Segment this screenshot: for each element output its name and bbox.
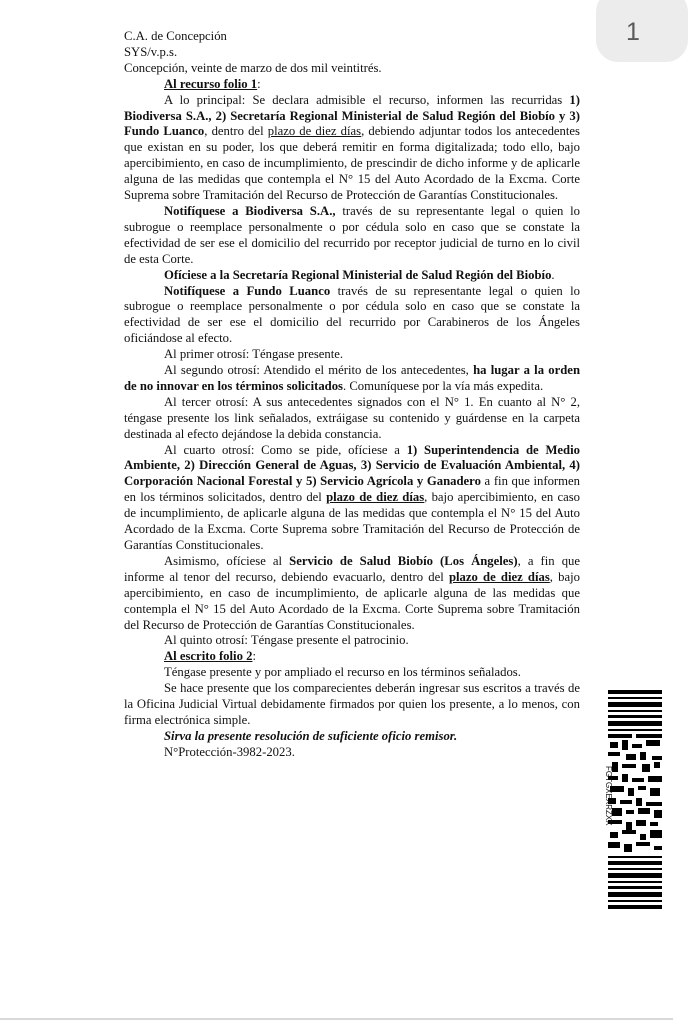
notify-biodiversa-text: través de su representante legal o quien lo subrogue o reemplace personalmente o por cédula solo en caso que se constate la efectividad de ser ese el domicilio del recurrido por receptor judicial de turno en lo civil de esta Corte. <box>124 203 581 266</box>
principal-text-1: A lo principal: Se declara admisible el recurso, informen las recurridas <box>164 92 570 107</box>
second-otrosi <box>124 363 580 395</box>
verification-code <box>596 764 613 854</box>
oficiese-seremi-period: . <box>551 267 555 282</box>
asimismo-text-1: Asimismo, ofíciese al <box>164 553 290 568</box>
resolution-document <box>124 29 580 761</box>
folio1-title: Al recurso folio 1 <box>164 76 258 91</box>
folio2-paragraph: Téngase presente y por ampliado el recurso en los términos señalados. <box>164 665 521 680</box>
health-service-name: Servicio de Salud Biobío (Los Ángeles) <box>289 553 518 568</box>
folio1-colon: : <box>257 76 261 91</box>
folio2-heading <box>124 649 580 665</box>
fourth-otrosi-text-2: a fin que informen en los términos solicitados, dentro del <box>124 474 580 505</box>
page-number-badge <box>596 0 688 62</box>
third-otrosi: Al tercer otrosí: A sus antecedentes signados con el N° 1. En cuanto al N° 2, téngase presente los link señalados, extráigase su contenido y guárdense en la carpeta destinada al efecto dejándose la debida constancia. <box>124 394 580 441</box>
principal-text-2: , dentro del <box>204 124 268 139</box>
sirva-paragraph: Sirva la presente resolución de suficiente oficio remisor. <box>164 728 458 743</box>
notify-biodiversa-bold: Notifíquese a Biodiversa S.A., <box>164 203 336 218</box>
fourth-otrosi-text-3: , bajo apercibimiento, en caso de incumplimiento, de aplicarle alguna de las medidas que contempla el N° 15 del Auto Acordado de la Excma. Corte Suprema sobre Tramitación del Recurso de Protección de Garantías Constitucionales. <box>124 490 580 552</box>
agencies-list: 1) Superintendencia de Medio Ambiente, 2) Dirección General de Aguas, 3) Servicio de Evaluación Ambiental, 4) Corporación Nacional Forestal y 5) Servicio Agrícola y Ganadero <box>124 442 580 489</box>
fourth-otrosi <box>124 443 580 554</box>
notify-luanco-text: través de su representante legal o quien lo subrogue o reemplace personalmente o por cédula solo en caso que se constate la efectividad de ser ese el domicilio del recurrido por Carabineros de los Ángeles oficiándose al efecto. <box>124 283 580 346</box>
page-bottom-divider <box>0 1018 673 1020</box>
hace-presente-paragraph: Se hace presente que los comparecientes deberán ingresar sus escritos a través de la Oficina Judicial Virtual debidamente firmados por quien los presente, a lo menos, con firma electrónica simple. <box>124 681 580 727</box>
notify-luanco-paragraph <box>124 284 580 348</box>
respondents-list: 1) Biodiversa S.A., 2) Secretaría Regional Ministerial de Salud Región del Biobío y 3) Fundo Luanco <box>124 92 580 139</box>
fourth-otrosi-text-1: Al cuarto otrosí: Como se pide, ofíciese a <box>164 442 407 457</box>
asimismo-deadline: plazo de diez días <box>448 569 550 584</box>
oficiese-seremi-paragraph <box>124 268 580 284</box>
folio2-colon: : <box>252 649 256 664</box>
reference-code: SYS/v.p.s. <box>124 44 178 59</box>
asimismo-text-3: , bajo apercibimiento, en caso de incumplimiento, de aplicarle alguna de las medidas que contempla el N° 15 del Auto Acordado de la Excma. Corte Suprema sobre Tramitación del Recurso de Protección de Garantías Constitucionales. <box>124 569 580 632</box>
court-name: C.A. de Concepción <box>124 29 227 43</box>
asimismo-paragraph <box>124 554 580 634</box>
second-otrosi-text-1: Al segundo otrosí: Atendido el mérito de los antecedentes, <box>164 363 474 378</box>
fourth-otrosi-deadline: plazo de diez días <box>326 490 425 505</box>
notify-luanco-bold: Notifíquese a Fundo Luanco <box>164 283 331 298</box>
page-number: 1 <box>626 18 640 46</box>
second-otrosi-text-2: . Comuníquese por la vía más expedita. <box>343 378 544 393</box>
principal-paragraph <box>124 93 580 204</box>
folio2-title: Al escrito folio 2 <box>164 649 253 664</box>
first-otrosi: Al primer otrosí: Téngase presente. <box>164 347 344 362</box>
asimismo-text-2: , a fin que informe al tenor del recurso, debiendo evacuarlo, dentro del <box>124 553 581 584</box>
no-innovar-order: ha lugar a la orden de no innovar en los términos solicitados <box>124 363 580 393</box>
oficiese-seremi-text: Ofíciese a la Secretaría Regional Ministerial de Salud Región del Biobío <box>164 267 552 282</box>
folio1-heading <box>124 77 580 93</box>
case-number: N°Protección-3982-2023. <box>164 744 295 759</box>
deadline-text: plazo de diez días <box>267 124 362 139</box>
verification-barcode <box>608 690 662 912</box>
notify-biodiversa-paragraph <box>124 204 580 268</box>
principal-text-3: , debiendo adjuntar todos los antecedentes que existan en su poder, los que deberá remitir en forma digitalizada; todo ello, bajo apercibimiento, en caso de incumplimiento, de prescindir de dicho informe y de aplicarle alguna de las medidas que contempla el N° 15 del Auto Acordado de la Excma. Corte Suprema sobre Tramitación del Recurso de Protección de Garantías Constitucionales. <box>124 124 580 203</box>
document-date: Concepción, veinte de marzo de dos mil veintitrés. <box>124 60 382 75</box>
fifth-otrosi: Al quinto otrosí: Téngase presente el patrocinio. <box>164 633 409 648</box>
verification-code-text: FGTGXEXRZXX <box>604 766 613 826</box>
